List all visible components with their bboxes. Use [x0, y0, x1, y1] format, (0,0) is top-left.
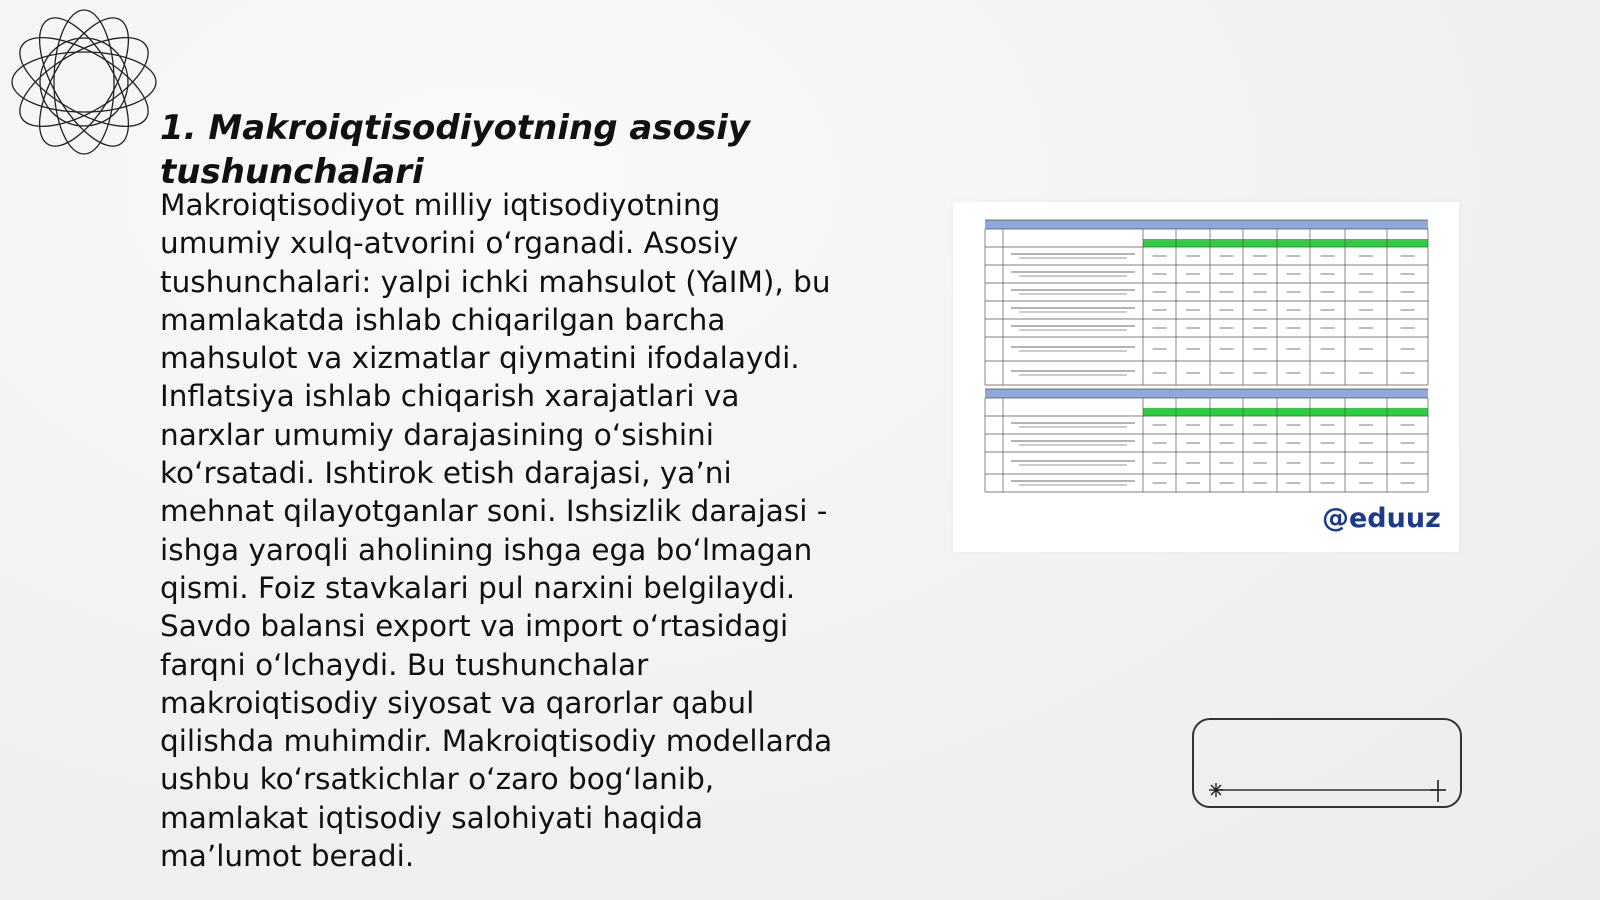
decorative-slider-frame	[1192, 718, 1462, 808]
image-watermark: @eduuz	[1322, 503, 1441, 534]
cross-icon	[1430, 780, 1446, 802]
schedule-table-image	[953, 202, 1459, 552]
slide-body-text: Makroiqtisodiyot milliy iqtisodiyotning umumiy xulq-atvorini o‘rganadi. Asosiy tushunchalari: yalpi ichki mahsulot (YaIM), bu mamlakatda ishlab chiqarilgan barcha mahsulot va xizmatlar qiymatini ifodalaydi. Inflatsiya ishlab chiqarish xarajatlari va narxlar umumiy darajasining o‘sishini ko‘rsatadi. Ishtirok etish darajasi, ya’ni mehnat qilayotganlar soni. Ishsizlik darajasi - ishga yaroqli aholining ishga ega bo‘lmagan qismi. Foiz stavkalari pul narxini belgilaydi. Savdo balansi export va import o‘rtasidagi farqni o‘lchaydi. Bu tushunchalar makroiqtisodiy siyosat va qarorlar qabul qilishda muhimdir. Makroiqtisodiy modellarda ushbu ko‘rsatkichlar o‘zaro bog‘lanib, mamlakat iqtisodiy salohiyati haqida ma’lumot beradi.	[160, 188, 833, 874]
slide-title: 1. Makroiqtisodiyotning asosiy tushunchalari	[160, 108, 751, 192]
sparkle-icon	[1209, 783, 1223, 797]
flower-of-life-icon	[10, 8, 158, 156]
